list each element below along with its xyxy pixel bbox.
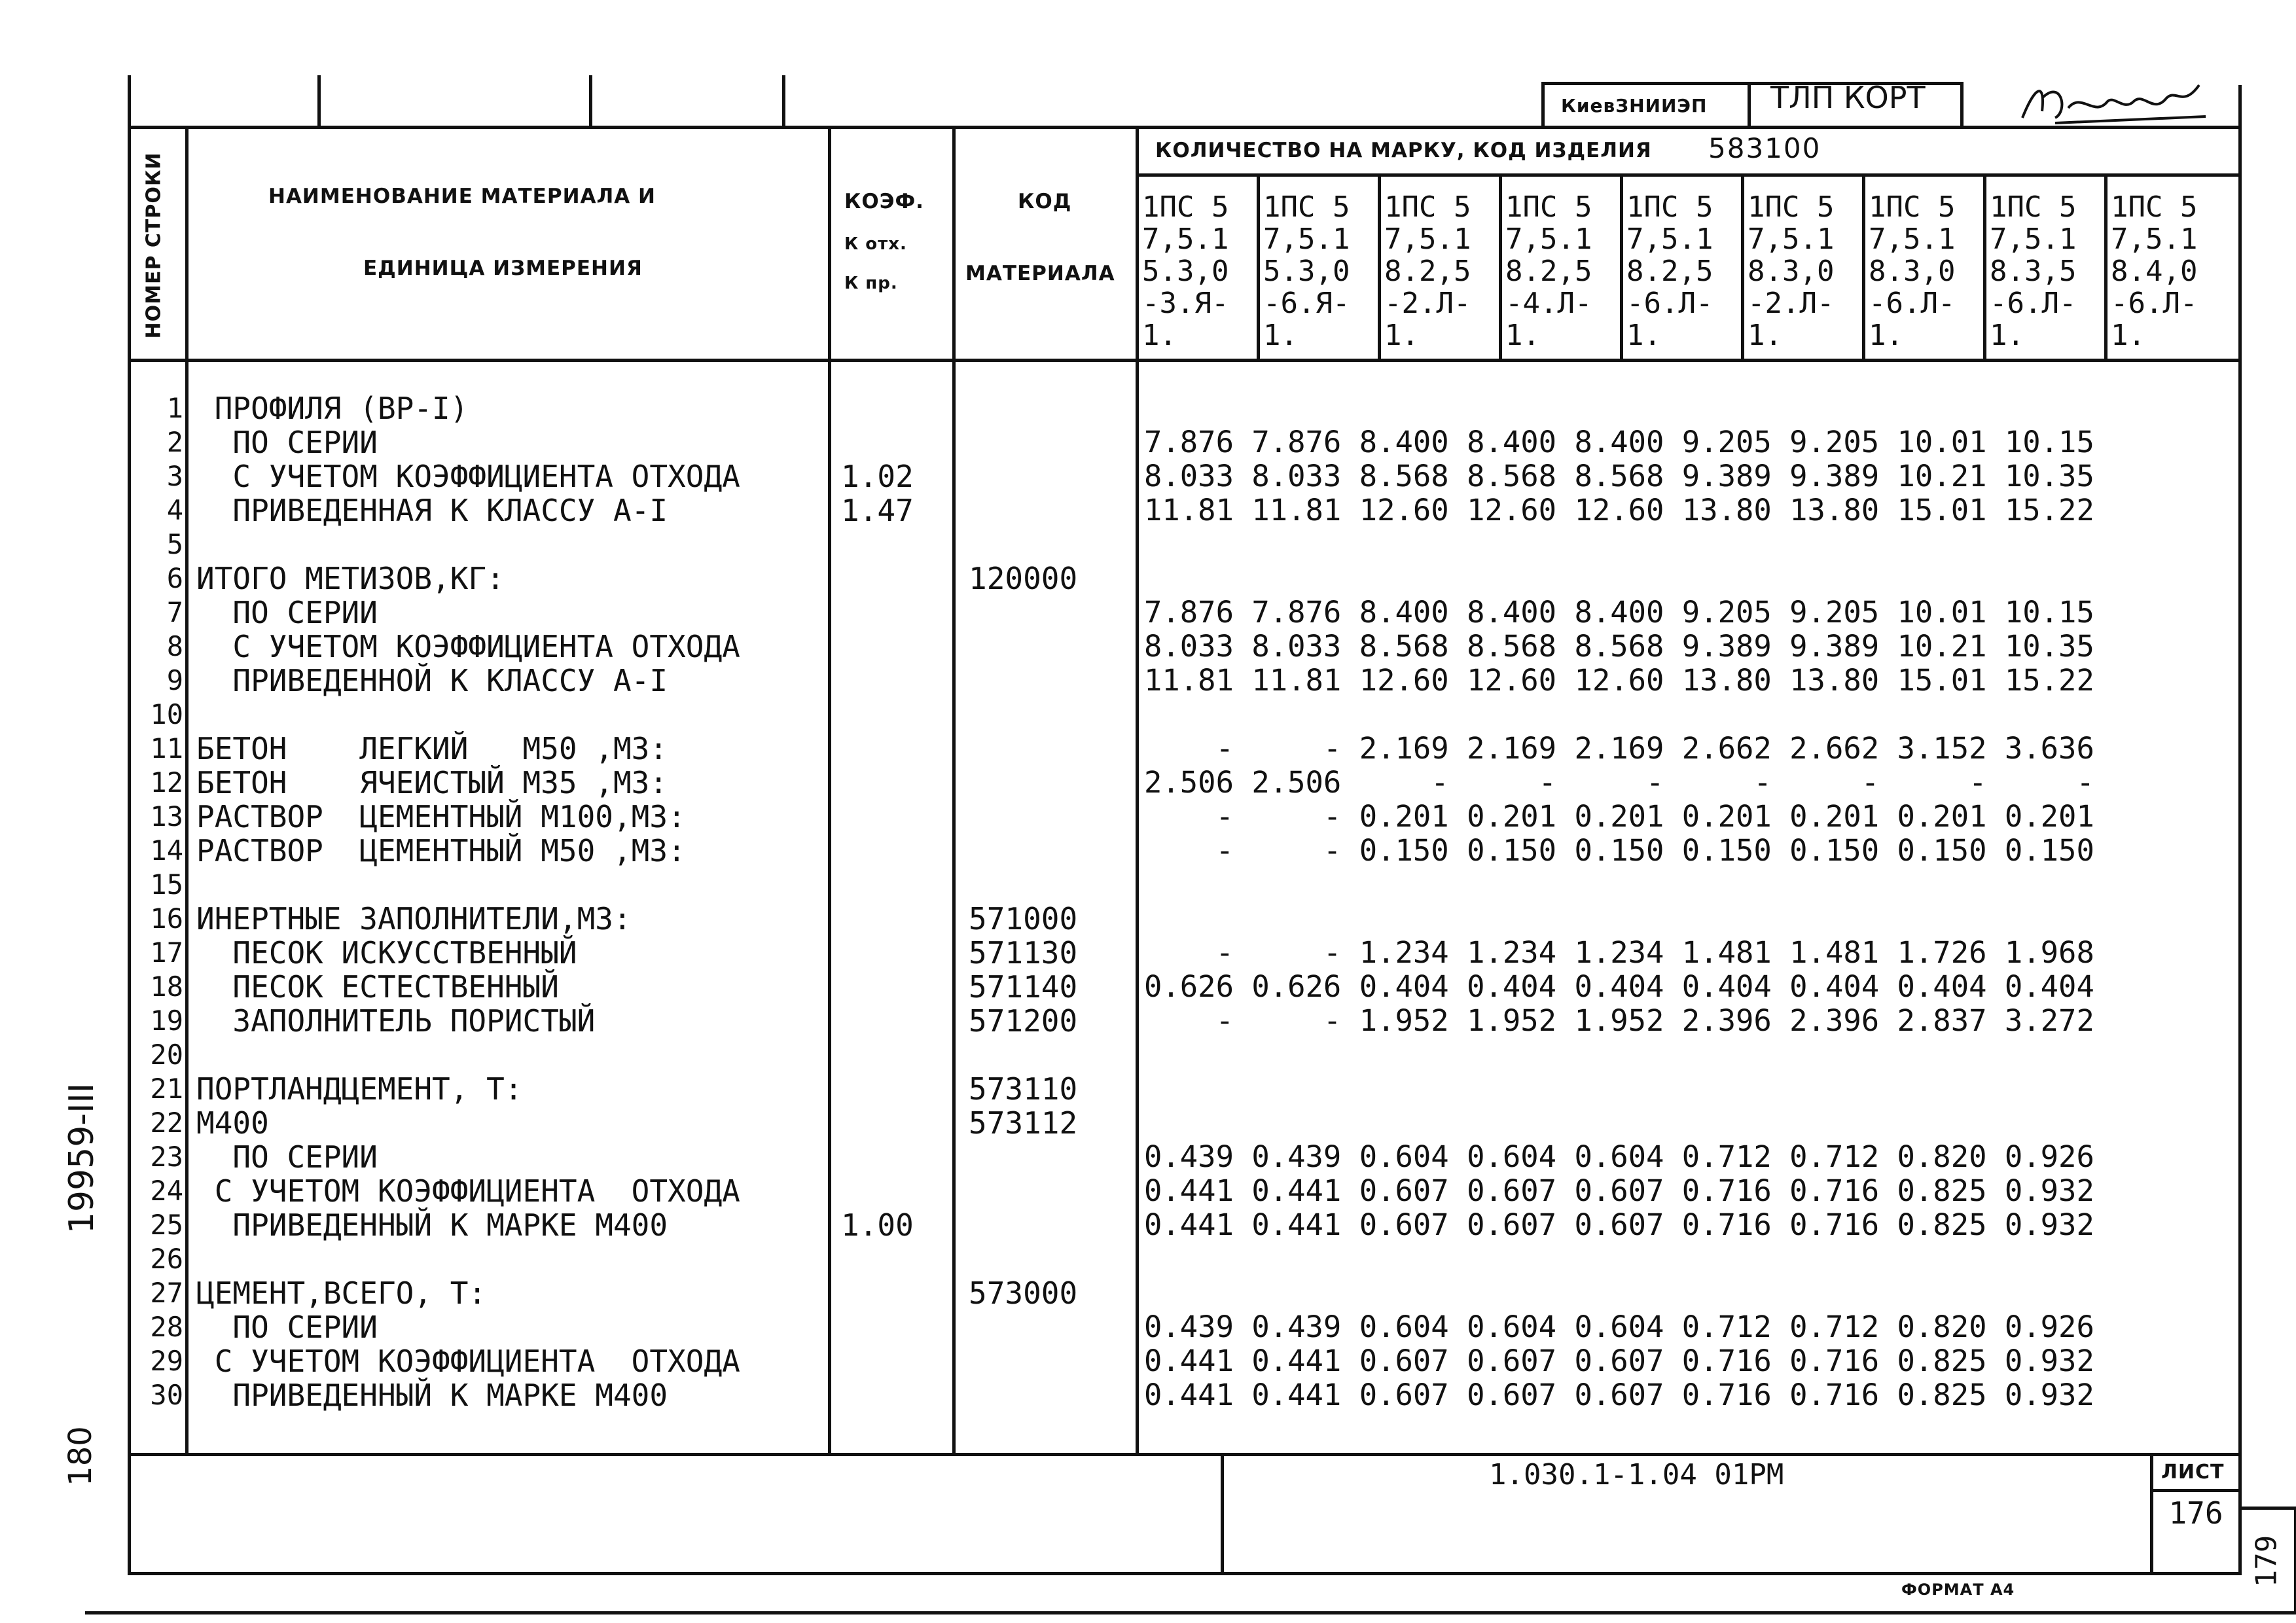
row-number: 30 bbox=[150, 1379, 183, 1411]
material-name bbox=[196, 868, 740, 902]
material-name bbox=[196, 1242, 740, 1276]
coefficient-cell bbox=[841, 800, 914, 834]
quantity-row: 2.506 2.506 - - - - - - - bbox=[1144, 765, 2094, 800]
frame-line bbox=[128, 75, 131, 128]
frame-line bbox=[1541, 82, 1545, 126]
material-code-cell bbox=[969, 527, 1077, 562]
frame-line bbox=[128, 359, 2242, 362]
row-number: 26 bbox=[150, 1243, 183, 1275]
frame-line bbox=[589, 75, 592, 128]
row-number: 9 bbox=[166, 664, 183, 696]
material-code-cell bbox=[969, 493, 1077, 527]
row-number: 28 bbox=[150, 1311, 183, 1343]
code-header-line1: КОД bbox=[1018, 190, 1072, 213]
material-name: РАСТВОР ЦЕМЕНТНЫЙ М50 ,М3: bbox=[196, 833, 686, 868]
quantity-row: - - 1.234 1.234 1.234 1.481 1.481 1.726 1.968 bbox=[1144, 935, 2094, 970]
mark-header: 1ПС 5 7,5.1 8.2,5 -4.Л- 1. bbox=[1505, 190, 1592, 352]
quantity-row: 11.81 11.81 12.60 12.60 12.60 13.80 13.80 15.01 15.22 bbox=[1144, 663, 2094, 698]
row-number: 19 bbox=[150, 1005, 183, 1037]
row-numbers bbox=[149, 391, 183, 1412]
coefficient-cell bbox=[841, 596, 914, 630]
coefficient-cell bbox=[841, 868, 914, 902]
material-code-cell bbox=[969, 1038, 1077, 1072]
material-name: ЗАПОЛНИТЕЛЬ ПОРИСТЫЙ bbox=[196, 1003, 596, 1039]
row-number: 23 bbox=[150, 1141, 183, 1173]
frame-line bbox=[317, 75, 321, 128]
material-name: С УЧЕТОМ КОЭФФИЦИЕНТА ОТХОДА bbox=[196, 1344, 740, 1379]
quantity-row: 0.441 0.441 0.607 0.607 0.607 0.716 0.716 0.825 0.932 bbox=[1144, 1207, 2094, 1242]
coefficient-cell bbox=[841, 902, 914, 936]
material-name: С УЧЕТОМ КОЭФФИЦИЕНТА ОТХОДА bbox=[196, 459, 740, 494]
row-number: 27 bbox=[150, 1277, 183, 1309]
coefficient-cell: 1.00 bbox=[841, 1207, 914, 1243]
coefficient-cell bbox=[841, 936, 914, 970]
coefficient-cell bbox=[841, 732, 914, 766]
material-code-cell bbox=[969, 1242, 1077, 1276]
frame-line bbox=[1221, 1453, 1224, 1575]
coefficient-cell bbox=[841, 630, 914, 664]
frame-line bbox=[128, 126, 131, 1575]
quantity-values bbox=[1144, 391, 2094, 1412]
frame-line bbox=[1136, 126, 1139, 1454]
frame-line bbox=[828, 126, 831, 1454]
row-number: 14 bbox=[150, 834, 183, 866]
material-code-cell: 571140 bbox=[969, 969, 1078, 1005]
row-number: 18 bbox=[150, 971, 183, 1003]
material-code-cell bbox=[969, 425, 1077, 459]
mark-header: 1ПС 5 7,5.1 8.2,5 -2.Л- 1. bbox=[1384, 190, 1471, 352]
frame-line bbox=[2104, 173, 2108, 359]
row-number: 25 bbox=[150, 1209, 183, 1241]
frame-line bbox=[1748, 82, 1751, 126]
frame-line bbox=[2238, 1507, 2296, 1510]
material-name bbox=[196, 698, 740, 732]
quantity-row: 0.441 0.441 0.607 0.607 0.607 0.716 0.716 0.825 0.932 bbox=[1144, 1173, 2094, 1208]
row-number: 6 bbox=[166, 562, 183, 594]
material-code-cell bbox=[969, 800, 1077, 834]
quantity-row: - - 1.952 1.952 1.952 2.396 2.396 2.837 3.272 bbox=[1144, 1003, 2094, 1038]
row-number: 21 bbox=[150, 1073, 183, 1105]
row-number: 5 bbox=[166, 528, 183, 560]
material-name: ПО СЕРИИ bbox=[196, 1310, 378, 1345]
coefficient-cell bbox=[841, 1344, 914, 1378]
quantity-row: 7.876 7.876 8.400 8.400 8.400 9.205 9.205 10.01 10.15 bbox=[1144, 425, 2094, 459]
quantity-row: - - 0.150 0.150 0.150 0.150 0.150 0.150 0.150 bbox=[1144, 833, 2094, 868]
mark-header: 1ПС 5 7,5.1 8.3,0 -6.Л- 1. bbox=[1869, 190, 1956, 352]
product-code: 583100 bbox=[1708, 132, 1821, 164]
quantity-row: 0.439 0.439 0.604 0.604 0.604 0.712 0.712 0.820 0.926 bbox=[1144, 1310, 2094, 1344]
material-code-cell bbox=[969, 1208, 1077, 1242]
quantity-row: - - 2.169 2.169 2.169 2.662 2.662 3.152 3.636 bbox=[1144, 731, 2094, 766]
mark-header: 1ПС 5 7,5.1 8.2,5 -6.Л- 1. bbox=[1626, 190, 1713, 352]
material-name: ПРИВЕДЕННЫЙ К МАРКЕ М400 bbox=[196, 1207, 668, 1243]
row-number: 8 bbox=[166, 630, 183, 662]
frame-line bbox=[1136, 173, 2242, 177]
row-number: 2 bbox=[166, 426, 183, 458]
material-name: БЕТОН ЯЧЕИСТЫЙ М35 ,М3: bbox=[196, 765, 668, 800]
material-code-cell bbox=[969, 834, 1077, 868]
row-number: 7 bbox=[166, 596, 183, 628]
material-code-cell bbox=[969, 391, 1077, 425]
sheet-label: ЛИСТ bbox=[2161, 1461, 2225, 1484]
row-number: 1 bbox=[166, 392, 183, 424]
material-name: ПЕСОК ИСКУССТВЕННЫЙ bbox=[196, 935, 577, 971]
mark-header: 1ПС 5 7,5.1 8.3,0 -2.Л- 1. bbox=[1748, 190, 1835, 352]
material-code-cell: 573000 bbox=[969, 1275, 1078, 1311]
coefficient-cell: 1.02 bbox=[841, 459, 914, 494]
row-number: 20 bbox=[150, 1039, 183, 1071]
frame-line bbox=[128, 1453, 2242, 1456]
coefficient-cell bbox=[841, 1106, 914, 1140]
material-code-cell bbox=[969, 1378, 1077, 1412]
coefficient-cell bbox=[841, 1310, 914, 1344]
material-name: РАСТВОР ЦЕМЕНТНЫЙ М100,М3: bbox=[196, 799, 686, 834]
material-name: ПОРТЛАНДЦЕМЕНТ, Т: bbox=[196, 1071, 523, 1107]
material-code-cell bbox=[969, 1140, 1077, 1174]
coefficient-cell bbox=[841, 1038, 914, 1072]
code-header-line2: МАТЕРИАЛА bbox=[965, 262, 1115, 285]
coefficient-cell bbox=[841, 1072, 914, 1106]
row-number: 17 bbox=[150, 936, 183, 969]
material-code-cell bbox=[969, 664, 1077, 698]
coefficient-cell bbox=[841, 664, 914, 698]
material-name: ЦЕМЕНТ,ВСЕГО, Т: bbox=[196, 1275, 487, 1311]
quantity-row bbox=[1144, 1276, 2094, 1310]
material-code-cell: 573112 bbox=[969, 1105, 1078, 1141]
material-code-cell bbox=[969, 1344, 1077, 1378]
quantity-row: 0.441 0.441 0.607 0.607 0.607 0.716 0.716 0.825 0.932 bbox=[1144, 1344, 2094, 1378]
name-header-line1: НАИМЕНОВАНИЕ МАТЕРИАЛА И bbox=[268, 185, 656, 208]
frame-line bbox=[1378, 173, 1381, 359]
material-name: ПО СЕРИИ bbox=[196, 595, 378, 630]
material-name: ПРИВЕДЕННЫЙ К МАРКЕ М400 bbox=[196, 1378, 668, 1413]
row-number: 3 bbox=[166, 460, 183, 492]
material-code-cell: 120000 bbox=[969, 561, 1078, 596]
quantity-row bbox=[1144, 868, 2094, 902]
coefficient-cell bbox=[841, 1140, 914, 1174]
side-inventory-number: 19959-III bbox=[62, 1082, 101, 1234]
coefficient-cell bbox=[841, 698, 914, 732]
quantity-row: 11.81 11.81 12.60 12.60 12.60 13.80 13.80 15.01 15.22 bbox=[1144, 493, 2094, 527]
quantity-row bbox=[1144, 1038, 2094, 1072]
material-name: М400 bbox=[196, 1105, 269, 1141]
frame-line bbox=[1983, 173, 1986, 359]
mark-header: 1ПС 5 7,5.1 5.3,0 -3.Я- 1. bbox=[1142, 190, 1229, 352]
coef-header-line1: КОЭФ. bbox=[844, 190, 924, 213]
quantity-row bbox=[1144, 698, 2094, 732]
row-number: 10 bbox=[150, 698, 183, 730]
row-number: 15 bbox=[150, 868, 183, 901]
coefficient-cell bbox=[841, 425, 914, 459]
quantity-row: 0.626 0.626 0.404 0.404 0.404 0.404 0.404 0.404 0.404 bbox=[1144, 969, 2094, 1004]
stamp-org: КиевЗНИИЭП bbox=[1561, 95, 1708, 116]
material-name bbox=[196, 1038, 740, 1072]
material-codes bbox=[969, 391, 1077, 1412]
coef-header-line2: К отх. bbox=[844, 234, 907, 254]
quantity-row: 8.033 8.033 8.568 8.568 8.568 9.389 9.389 10.21 10.35 bbox=[1144, 629, 2094, 664]
row-number: 22 bbox=[150, 1107, 183, 1139]
material-code-cell bbox=[969, 732, 1077, 766]
format-label: ФОРМАТ А4 bbox=[1901, 1580, 2015, 1599]
material-code-cell bbox=[969, 630, 1077, 664]
coefficient-cell bbox=[841, 1174, 914, 1208]
frame-line bbox=[1620, 173, 1623, 359]
frame-line bbox=[782, 75, 785, 128]
material-name bbox=[196, 527, 740, 562]
qty-header-title: КОЛИЧЕСТВО НА МАРКУ, КОД ИЗДЕЛИЯ bbox=[1155, 139, 1652, 162]
mark-header: 1ПС 5 7,5.1 8.3,5 -6.Л- 1. bbox=[1990, 190, 2077, 352]
quantity-row: 7.876 7.876 8.400 8.400 8.400 9.205 9.205 10.01 10.15 bbox=[1144, 595, 2094, 630]
row-number: 29 bbox=[150, 1345, 183, 1377]
material-name: ПРОФИЛЯ (ВР-I) bbox=[196, 391, 469, 426]
row-number: 24 bbox=[150, 1175, 183, 1207]
coefficient-cell bbox=[841, 1276, 914, 1310]
frame-line bbox=[1862, 173, 1865, 359]
coefficient-cell bbox=[841, 834, 914, 868]
material-name: С УЧЕТОМ КОЭФФИЦИЕНТА ОТХОДА bbox=[196, 629, 740, 664]
quantity-row: 0.439 0.439 0.604 0.604 0.604 0.712 0.712 0.820 0.926 bbox=[1144, 1139, 2094, 1174]
coefficient-cell: 1.47 bbox=[841, 493, 914, 528]
frame-line bbox=[85, 1611, 2296, 1614]
coefficient-cell bbox=[841, 970, 914, 1004]
coefficient-cell bbox=[841, 766, 914, 800]
corner-number: 179 bbox=[2250, 1535, 2284, 1588]
material-code-cell bbox=[969, 766, 1077, 800]
material-code-cell: 573110 bbox=[969, 1071, 1078, 1107]
quantity-row bbox=[1144, 562, 2094, 596]
row-number: 4 bbox=[166, 494, 183, 526]
quantity-row bbox=[1144, 902, 2094, 936]
document-code: 1.030.1-1.04 01РМ bbox=[1489, 1458, 1784, 1491]
coefficients bbox=[841, 391, 914, 1412]
side-small-number: 180 bbox=[62, 1426, 99, 1486]
mark-header: 1ПС 5 7,5.1 5.3,0 -6.Я- 1. bbox=[1263, 190, 1350, 352]
material-name: ПЕСОК ЕСТЕСТВЕННЫЙ bbox=[196, 969, 559, 1005]
quantity-row: 0.441 0.441 0.607 0.607 0.607 0.716 0.716 0.825 0.932 bbox=[1144, 1378, 2094, 1412]
coefficient-cell bbox=[841, 391, 914, 425]
frame-line bbox=[128, 1572, 2242, 1575]
frame-line bbox=[1960, 82, 1964, 126]
material-name: ПРИВЕДЕННОЙ К КЛАССУ А-I bbox=[196, 663, 668, 698]
material-code-cell bbox=[969, 868, 1077, 902]
coefficient-cell bbox=[841, 1242, 914, 1276]
coefficient-cell bbox=[841, 1004, 914, 1038]
row-number: 13 bbox=[150, 800, 183, 832]
quantity-row: 8.033 8.033 8.568 8.568 8.568 9.389 9.389 10.21 10.35 bbox=[1144, 459, 2094, 493]
frame-line bbox=[128, 126, 2242, 129]
signature-image bbox=[2016, 72, 2212, 131]
quantity-row bbox=[1144, 1242, 2094, 1276]
coefficient-cell bbox=[841, 562, 914, 596]
material-name: БЕТОН ЛЕГКИЙ М50 ,М3: bbox=[196, 731, 668, 766]
frame-line bbox=[1257, 173, 1260, 359]
material-code-cell bbox=[969, 596, 1077, 630]
material-name: ИНЕРТНЫЕ ЗАПОЛНИТЕЛИ,М3: bbox=[196, 901, 632, 936]
stamp-dept: ТЛП КОРТ bbox=[1770, 80, 1926, 115]
quantity-row bbox=[1144, 1072, 2094, 1106]
row-number: 11 bbox=[150, 732, 183, 764]
coef-header-line3: К пр. bbox=[844, 274, 898, 293]
coefficient-cell bbox=[841, 527, 914, 562]
mark-header: 1ПС 5 7,5.1 8.4,0 -6.Л- 1. bbox=[2111, 190, 2198, 352]
material-code-cell bbox=[969, 459, 1077, 493]
sheet-number: 176 bbox=[2168, 1495, 2223, 1531]
row-number: 12 bbox=[150, 766, 183, 798]
quantity-row bbox=[1144, 1106, 2094, 1140]
material-code-cell: 571200 bbox=[969, 1003, 1078, 1039]
quantity-row bbox=[1144, 527, 2094, 562]
quantity-row bbox=[1144, 391, 2094, 425]
material-name: ПО СЕРИИ bbox=[196, 425, 378, 460]
material-code-cell bbox=[969, 1310, 1077, 1344]
row-number: 16 bbox=[150, 902, 183, 935]
frame-line bbox=[2150, 1489, 2242, 1492]
name-header-line2: ЕДИНИЦА ИЗМЕРЕНИЯ bbox=[363, 257, 643, 280]
frame-line bbox=[2238, 85, 2242, 1575]
coefficient-cell bbox=[841, 1378, 914, 1412]
material-name: С УЧЕТОМ КОЭФФИЦИЕНТА ОТХОДА bbox=[196, 1173, 740, 1209]
material-code-cell: 571130 bbox=[969, 935, 1078, 971]
quantity-row: - - 0.201 0.201 0.201 0.201 0.201 0.201 0.201 bbox=[1144, 799, 2094, 834]
material-code-cell bbox=[969, 698, 1077, 732]
frame-line bbox=[952, 126, 956, 1454]
material-code-cell bbox=[969, 1174, 1077, 1208]
row-number-header: НОМЕР СТРОКИ bbox=[142, 152, 166, 339]
frame-line bbox=[185, 126, 188, 1454]
frame-line bbox=[1741, 173, 1744, 359]
material-name: ИТОГО МЕТИЗОВ,КГ: bbox=[196, 561, 505, 596]
material-names bbox=[196, 391, 740, 1412]
material-name: ПРИВЕДЕННАЯ К КЛАССУ А-I bbox=[196, 493, 668, 528]
material-name: ПО СЕРИИ bbox=[196, 1139, 378, 1175]
material-code-cell: 571000 bbox=[969, 901, 1078, 936]
frame-line bbox=[1499, 173, 1502, 359]
